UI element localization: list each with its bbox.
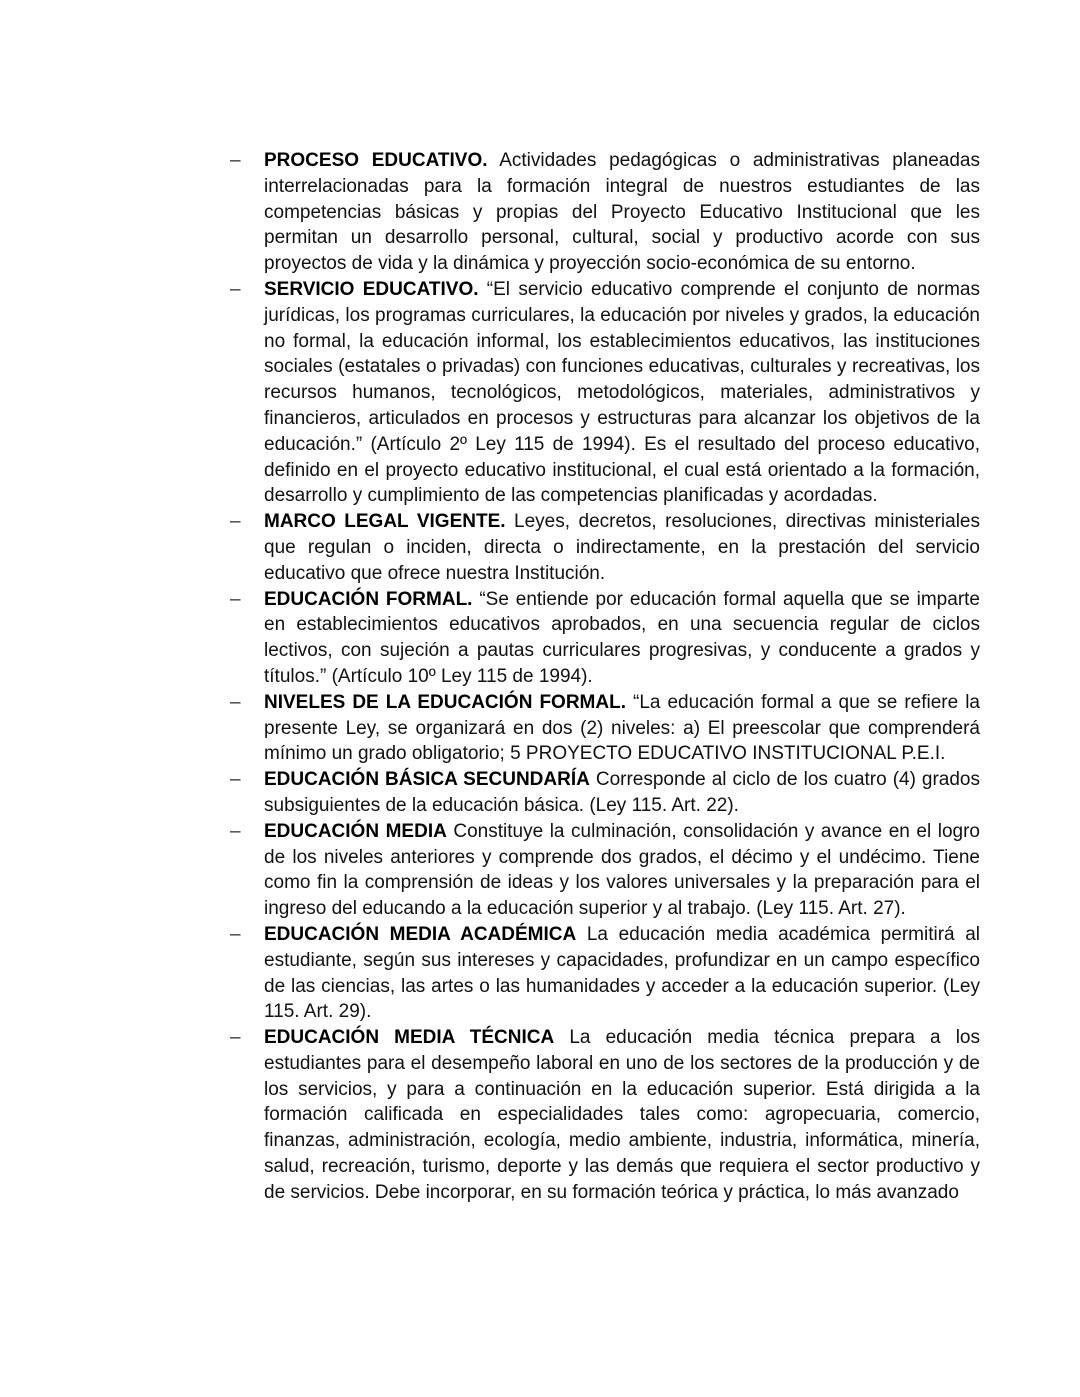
- definition-term: MARCO LEGAL VIGENTE.: [264, 511, 506, 533]
- definition-item: [230, 819, 980, 922]
- definition-item: [230, 148, 980, 277]
- definition-text: “El servicio educativo comprende el conjunto de normas jurídicas, los programas curriculares, la educación por niveles y grados, la educación no formal, la educación informal, los establecimientos educativos, las instituciones sociales (estatales o privadas) con funciones educativas, culturales y recreativas, los recursos humanos, tecnológicos, metodológicos, materiales, administrativos y financieros, articulados en procesos y estructuras para alcanzar los objetivos de la educación.” (Artículo 2º Ley 115 de 1994). Es el resultado del proceso educativo, definido en el proyecto educativo institucional, el cual está orientado a la formación, desarrollo y cumplimiento de las competencias planificadas y acordadas.: [264, 278, 980, 507]
- bullet-dash: –: [230, 1027, 241, 1049]
- definition-item: [230, 277, 980, 509]
- bullet-dash: –: [230, 511, 241, 533]
- bullet-dash: –: [230, 691, 241, 713]
- bullet-dash: –: [230, 769, 241, 791]
- definition-text: “Se entiende por educación formal aquella que se imparte en establecimientos educativos aprobados, en una secuencia regular de ciclos lectivos, con sujeción a pautas curriculares progresivas, y conducente a grados y títulos.” (Artículo 10º Ley 115 de 1994).: [264, 588, 980, 687]
- definition-term: NIVELES DE LA EDUCACIÓN FORMAL.: [264, 691, 626, 713]
- bullet-dash: –: [230, 820, 241, 842]
- definition-item: [230, 587, 980, 690]
- definition-term: EDUCACIÓN MEDIA TÉCNICA: [264, 1027, 555, 1049]
- definition-term: EDUCACIÓN FORMAL.: [264, 588, 473, 610]
- bullet-dash: –: [230, 278, 241, 300]
- definition-term: SERVICIO EDUCATIVO.: [264, 278, 479, 300]
- definition-text: “La educación formal a que se refiere la presente Ley, se organizará en dos (2) niveles: a) El preescolar que comprenderá mínimo un grado obligatorio; 5 PROYECTO EDUCATIVO INSTITUCIONAL P.E.I.: [264, 691, 980, 765]
- bullet-dash: –: [230, 150, 241, 171]
- definition-item: [230, 1025, 980, 1206]
- definition-item: [230, 922, 980, 1025]
- definitions-list: [230, 148, 980, 1206]
- bullet-dash: –: [230, 923, 241, 945]
- definition-term: EDUCACIÓN BÁSICA SECUNDARÍA: [264, 769, 590, 791]
- definition-text: Corresponde al ciclo de los cuatro (4) grados subsiguientes de la educación básica. (Ley 115. Art. 22).: [264, 769, 981, 816]
- definition-term: EDUCACIÓN MEDIA ACADÉMICA: [264, 923, 577, 945]
- definition-item: [230, 767, 980, 819]
- definition-text: La educación media técnica prepara a los estudiantes para el desempeño laboral en uno de los sectores de la producción y de los servicios, y para a continuación en la educación superior. Está dirigida a la formación calificada en especialidades tales como: agropecuaria, comercio, finanzas, administración, ecología, medio ambiente, industria, informática, minería, salud, recreación, turismo, deporte y las demás que requiera el sector productivo y de servicios. Debe incorporar, en su formación teórica y práctica, lo más avanzado: [264, 1027, 980, 1203]
- definition-text: Constituye la culminación, consolidación y avance en el logro de los niveles anteriores y comprende dos grados, el décimo y el undécimo. Tiene como fin la comprensión de ideas y los valores universales y la preparación para el ingreso del educando a la educación superior y al trabajo. (Ley 115. Art. 27).: [264, 820, 980, 920]
- definition-term: PROCESO EDUCATIVO.: [264, 150, 488, 171]
- definition-text: Leyes, decretos, resoluciones, directivas ministeriales que regulan o inciden, directa o indirectamente, en la prestación del servicio educativo que ofrece nuestra Institución.: [264, 511, 980, 584]
- definition-term: EDUCACIÓN MEDIA: [264, 820, 447, 842]
- bullet-dash: –: [230, 588, 241, 610]
- definition-text: Actividades pedagógicas o administrativas planeadas interrelacionadas para la formación integral de nuestros estudiantes de las competencias básicas y propias del Proyecto Educativo Institucional que les permitan un desarrollo personal, cultural, social y productivo acorde con sus proyectos de vida y la dinámica y proyección socio-económica de su entorno.: [264, 150, 980, 275]
- definition-text: La educación media académica permitirá al estudiante, según sus intereses y capacidades, profundizar en un campo específico de las ciencias, las artes o las humanidades y acceder a la educación superior. (Ley 115. Art. 29).: [264, 923, 980, 1023]
- definition-item: [230, 690, 980, 767]
- definition-item: [230, 509, 980, 586]
